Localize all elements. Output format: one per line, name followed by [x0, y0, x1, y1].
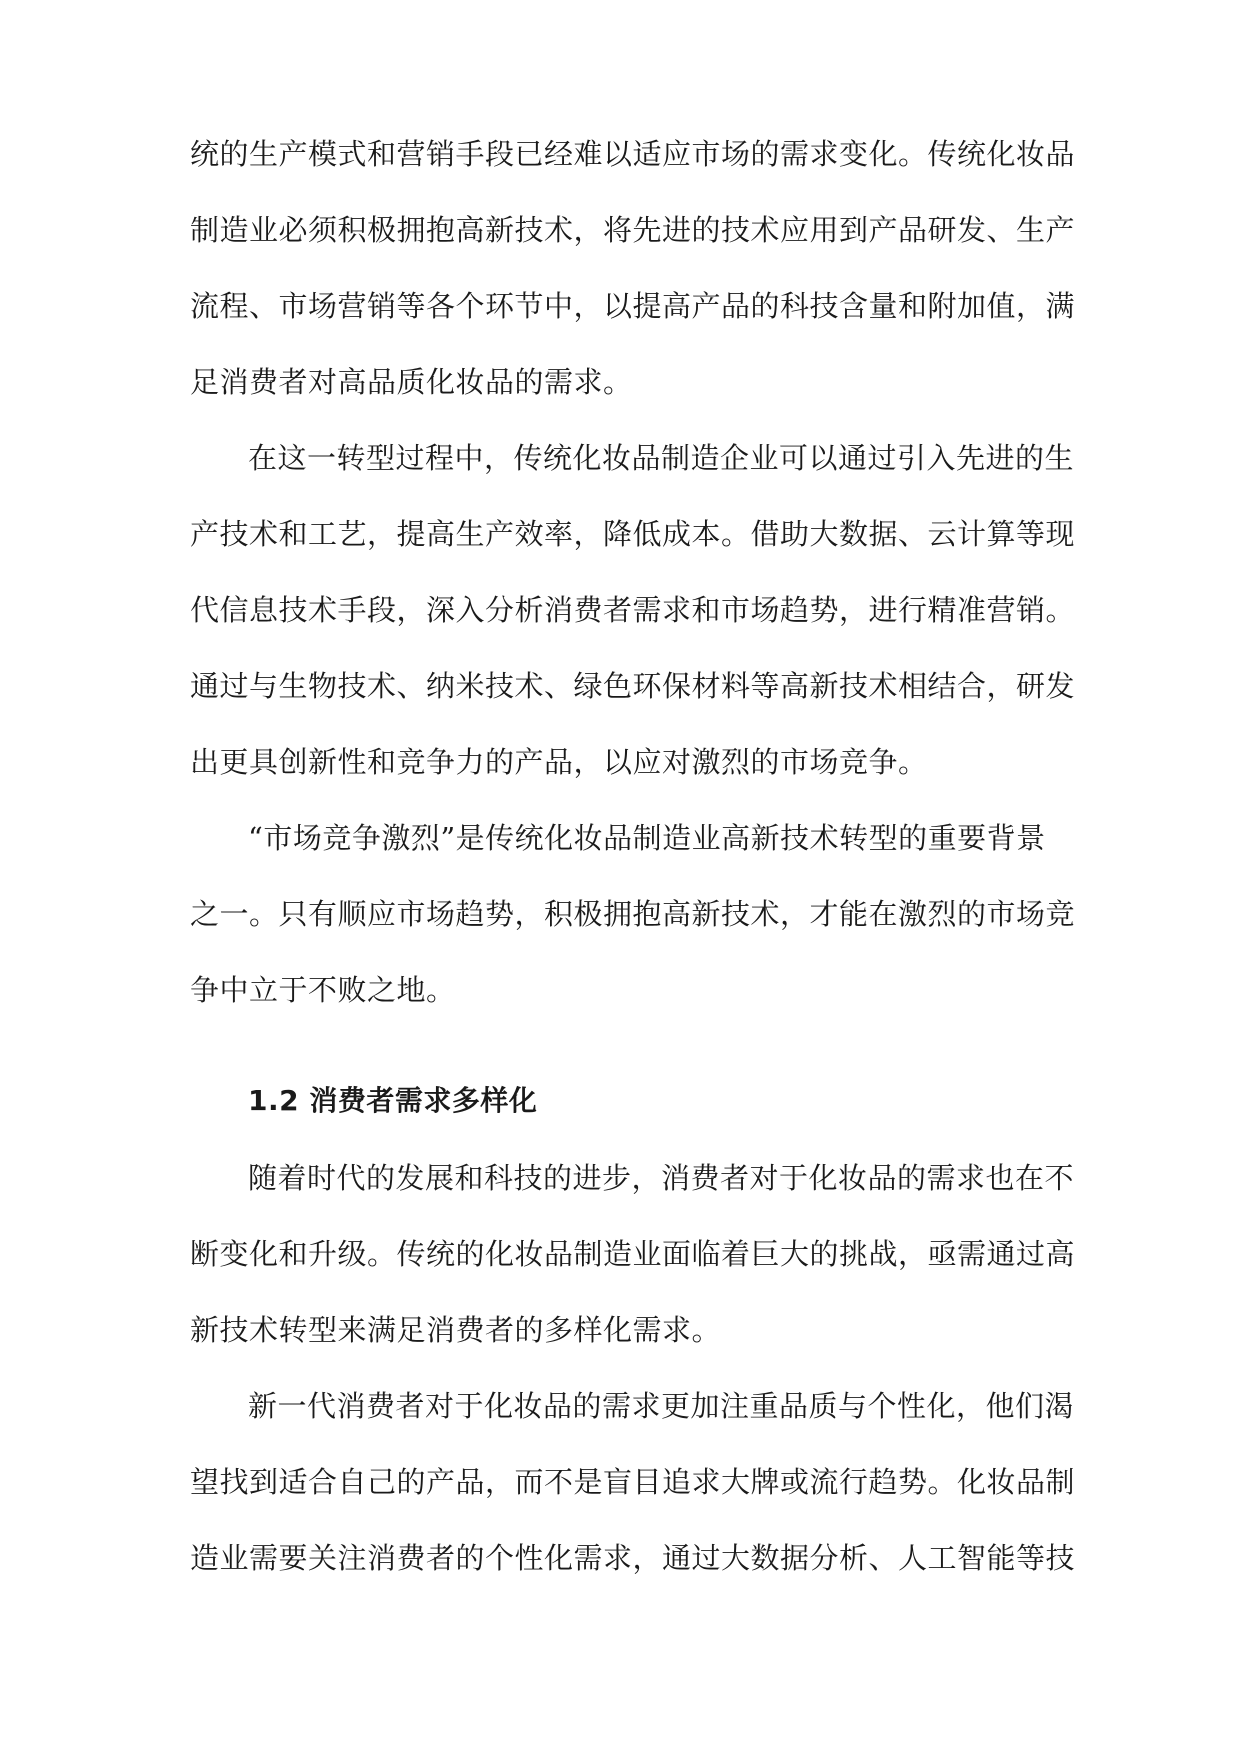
- paragraph-line: “市场竞争激烈”是传统化妆品制造业高新技术转型的重要背景: [248, 821, 1046, 855]
- paragraph-line: 制造业必须积极拥抱高新技术，将先进的技术应用到产品研发、生产: [190, 213, 1076, 247]
- paragraph-line: 产技术和工艺，提高生产效率，降低成本。借助大数据、云计算等现: [190, 517, 1076, 551]
- paragraph-line: 望找到适合自己的产品，而不是盲目追求大牌或流行趋势。化妆品制: [190, 1465, 1076, 1499]
- paragraph-line: 通过与生物技术、纳米技术、绿色环保材料等高新技术相结合，研发: [190, 669, 1076, 703]
- paragraph-line: 新技术转型来满足消费者的多样化需求。: [190, 1313, 722, 1347]
- paragraph-line: 足消费者对高品质化妆品的需求。: [190, 365, 633, 399]
- paragraph-line: 随着时代的发展和科技的进步，消费者对于化妆品的需求也在不: [248, 1161, 1075, 1195]
- section-heading: 1.2 消费者需求多样化: [248, 1084, 538, 1117]
- paragraph-line: 代信息技术手段，深入分析消费者需求和市场趋势，进行精准营销。: [190, 593, 1076, 627]
- paragraph-line: 新一代消费者对于化妆品的需求更加注重品质与个性化，他们渴: [248, 1389, 1075, 1423]
- paragraph-line: 争中立于不败之地。: [190, 973, 456, 1007]
- paragraph-line: 出更具创新性和竞争力的产品，以应对激烈的市场竞争。: [190, 745, 928, 779]
- paragraph-line: 在这一转型过程中，传统化妆品制造企业可以通过引入先进的生: [248, 441, 1075, 475]
- paragraph-line: 断变化和升级。传统的化妆品制造业面临着巨大的挑战，亟需通过高: [190, 1237, 1076, 1271]
- paragraph-line: 造业需要关注消费者的个性化需求，通过大数据分析、人工智能等技: [190, 1541, 1076, 1575]
- paragraph-line: 统的生产模式和营销手段已经难以适应市场的需求变化。传统化妆品: [190, 137, 1076, 171]
- paragraph-line: 流程、市场营销等各个环节中，以提高产品的科技含量和附加值，满: [190, 289, 1076, 323]
- paragraph-line: 之一。只有顺应市场趋势，积极拥抱高新技术，才能在激烈的市场竞: [190, 897, 1076, 931]
